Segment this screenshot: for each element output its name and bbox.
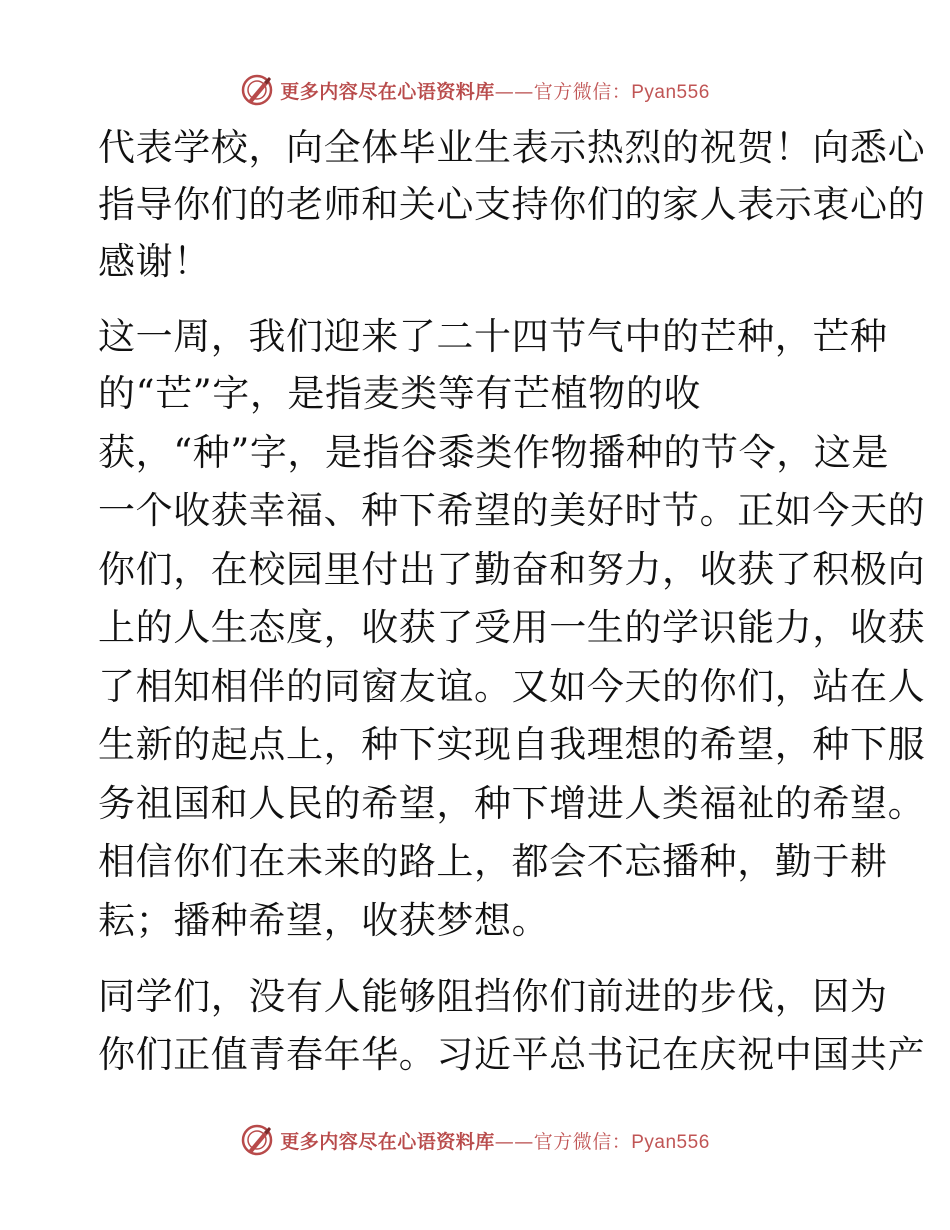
pen-logo-icon bbox=[240, 1123, 274, 1157]
header-title: 更多内容尽在心语资料库 bbox=[280, 80, 495, 103]
header-dash: —— bbox=[494, 80, 534, 103]
body-line: 相信你们在未来的路上，都会不忘播种，勤于耕 bbox=[98, 840, 888, 883]
body-line: 一个收获幸福、种下希望的美好时节。正如今天的 bbox=[98, 489, 926, 532]
body-line: 你们正值青春年华。习近平总书记在庆祝中国共产 bbox=[98, 1033, 926, 1076]
footer-title: 更多内容尽在心语资料库 bbox=[280, 1130, 495, 1153]
body-line: 你们，在校园里付出了勤奋和努力，收获了积极向 bbox=[98, 548, 926, 591]
body-line: 指导你们的老师和关心支持你们的家人表示衷心的 bbox=[98, 183, 926, 226]
body-line: 感谢！ bbox=[98, 240, 211, 283]
header-wechat-id: Pyan556 bbox=[631, 81, 710, 103]
body-line: 同学们，没有人能够阻挡你们前进的步伐，因为 bbox=[98, 975, 888, 1018]
body-line: 务祖国和人民的希望，种下增进人类福祉的希望。 bbox=[98, 782, 926, 825]
body-line: 的“芒”字，是指麦类等有芒植物的收 bbox=[98, 372, 702, 415]
body-line: 获，“种”字，是指谷黍类作物播种的节令，这是 bbox=[98, 431, 890, 474]
body-line: 这一周，我们迎来了二十四节气中的芒种，芒种 bbox=[98, 315, 888, 358]
body-line: 代表学校，向全体毕业生表示热烈的祝贺！向悉心 bbox=[98, 126, 926, 169]
pen-logo-icon bbox=[240, 73, 274, 107]
header-wechat-label: 官方微信： bbox=[533, 80, 632, 103]
footer-wechat-label: 官方微信： bbox=[533, 1130, 632, 1153]
footer-text bbox=[280, 1127, 710, 1154]
body-line: 耘；播种希望，收获梦想。 bbox=[98, 899, 550, 942]
footer-dash: —— bbox=[494, 1130, 534, 1153]
footer-banner bbox=[0, 1120, 950, 1160]
header-banner bbox=[0, 70, 950, 110]
header-text bbox=[280, 77, 710, 104]
body-line: 生新的起点上，种下实现自我理想的希望，种下服 bbox=[98, 723, 926, 766]
body-line: 上的人生态度，收获了受用一生的学识能力，收获 bbox=[98, 606, 926, 649]
footer-wechat-id: Pyan556 bbox=[631, 1131, 710, 1153]
body-line: 了相知相伴的同窗友谊。又如今天的你们，站在人 bbox=[98, 665, 926, 708]
